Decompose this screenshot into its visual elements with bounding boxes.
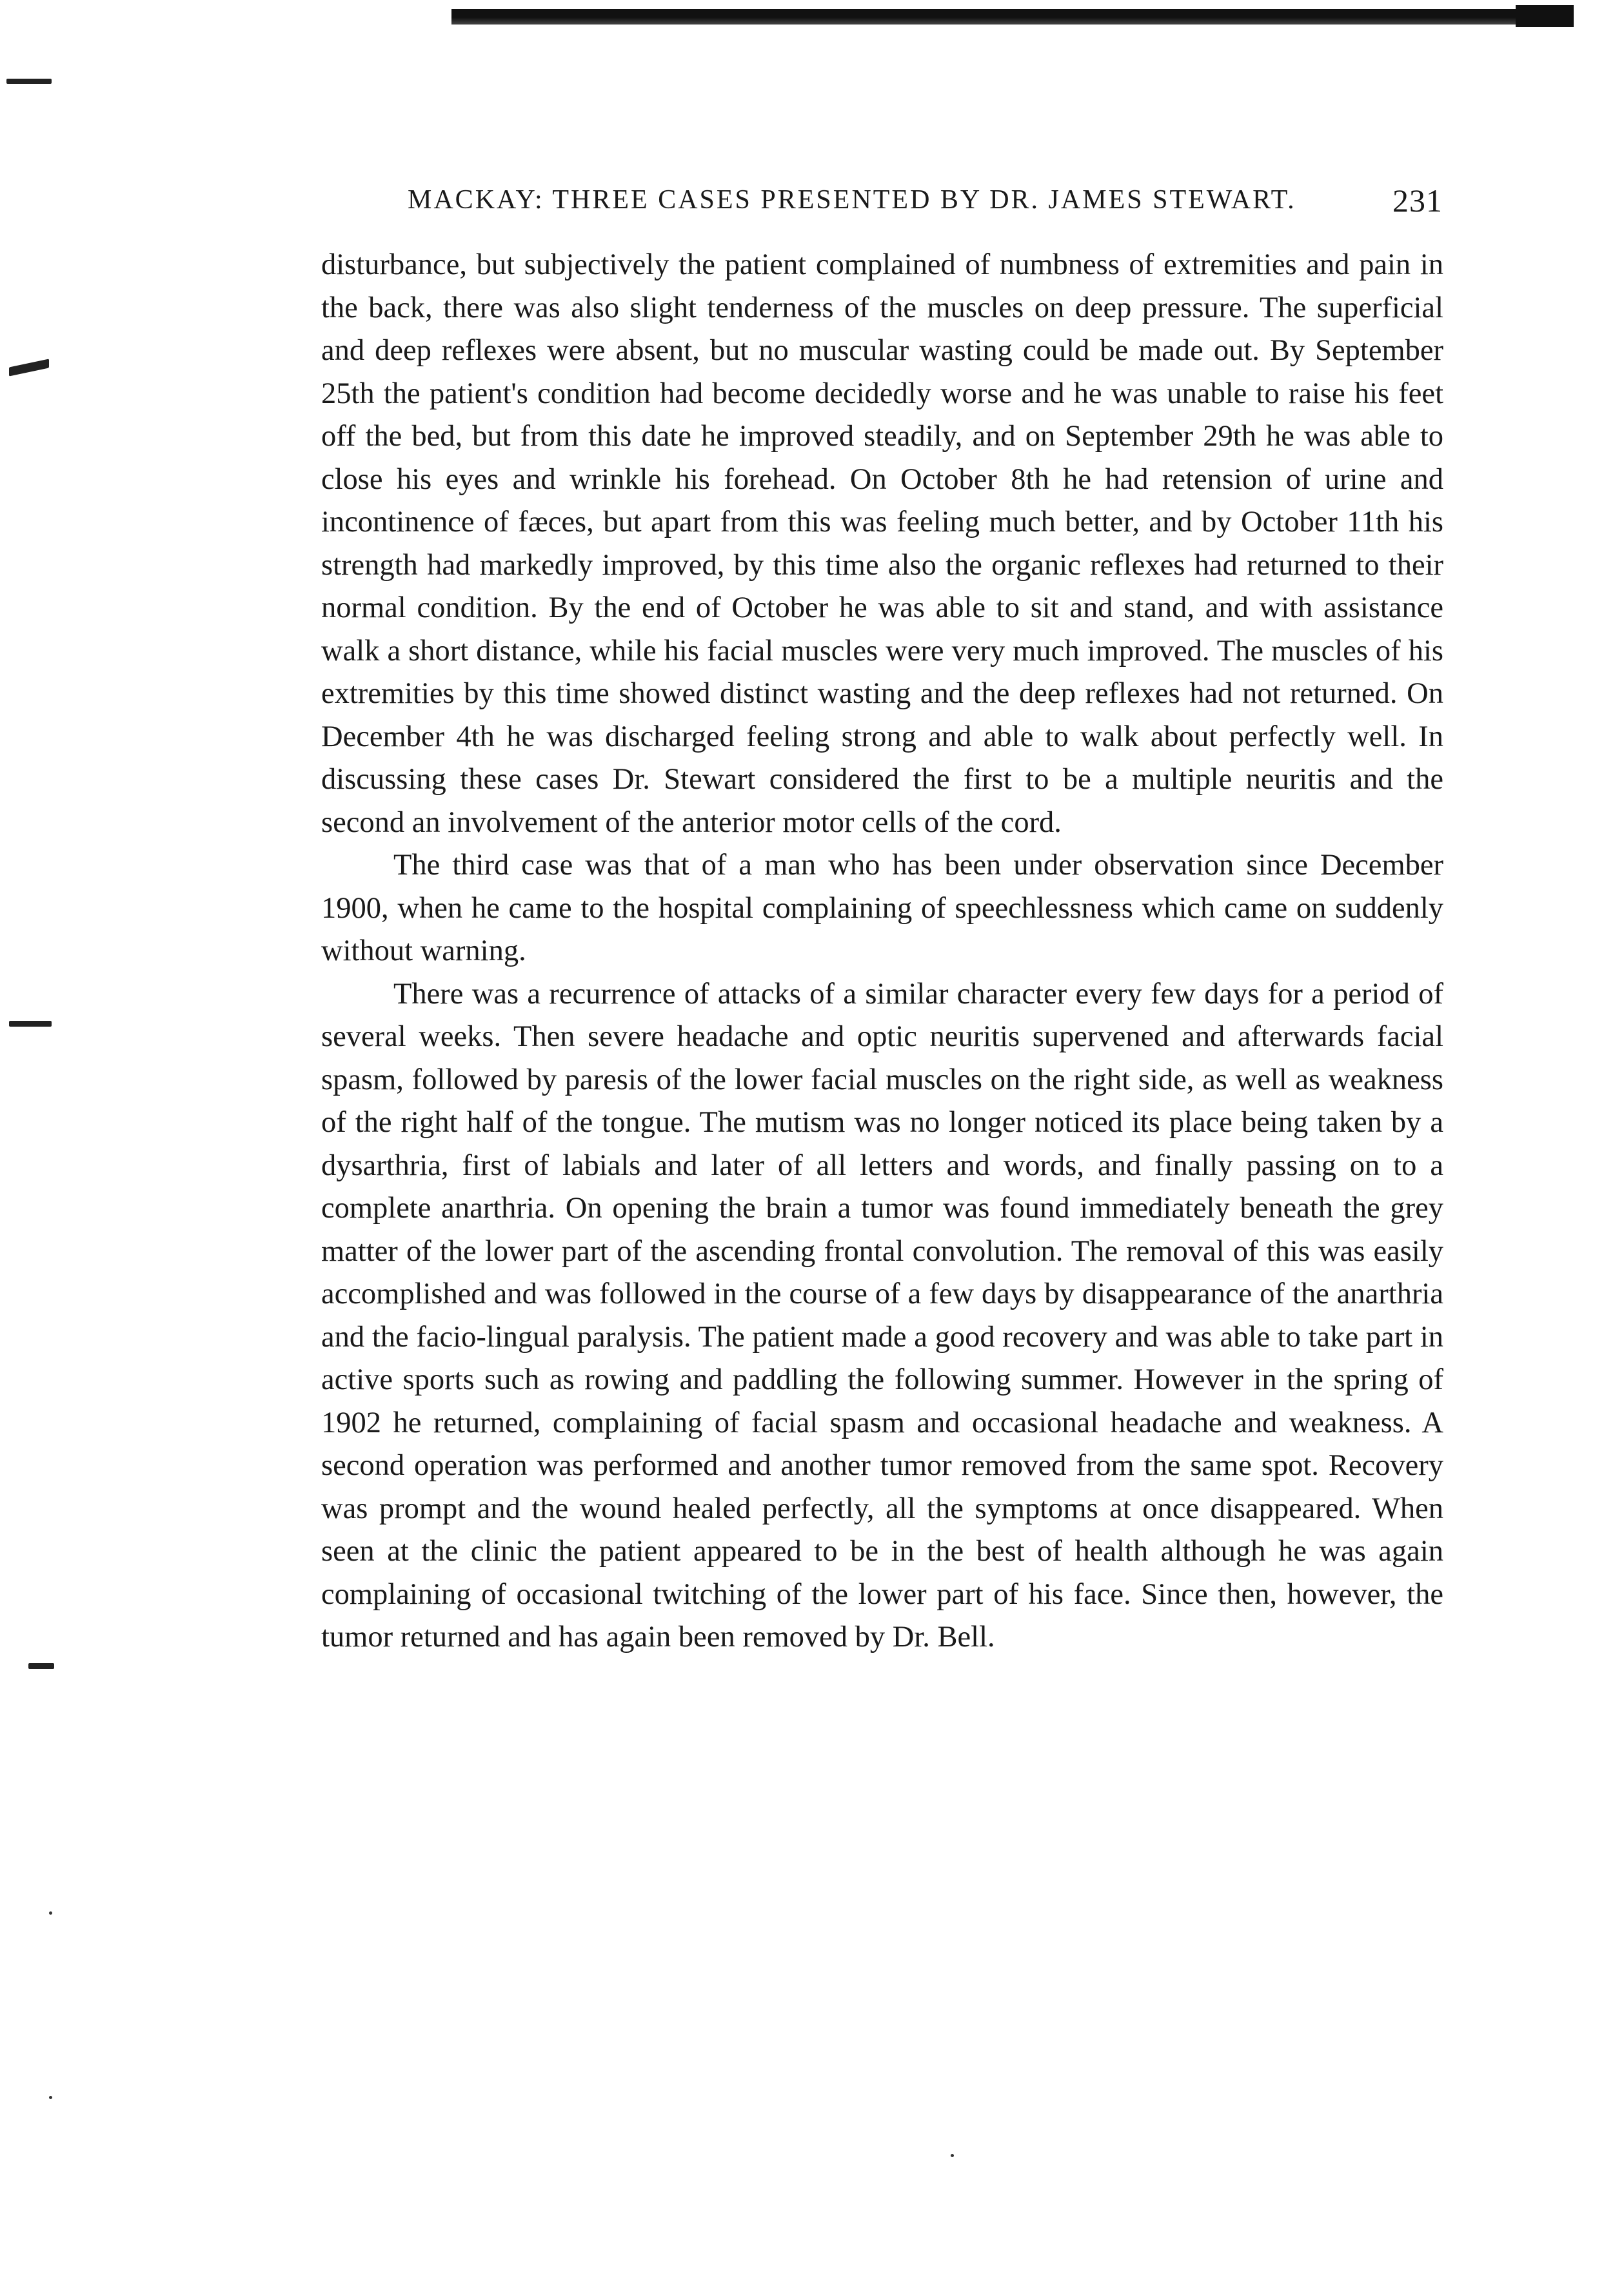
margin-mark (9, 359, 49, 376)
margin-mark (28, 1663, 54, 1669)
margin-mark (9, 1021, 52, 1027)
stray-dot (951, 2154, 954, 2157)
paragraph: There was a recurrence of attacks of a similar character every few days for a period of several weeks. Then severe headache and optic neuritis supervened and afterwards facial spasm, followed by paresis of the lower facial muscles on the right side, as well as weakness of the right half of the tongue. The mutism was no longer noticed its place being taken by a dysarthria, first of labials and later of all letters and words, and finally passing on to a complete anarthria. On opening the brain a tumor was found immediately beneath the grey matter of the lower part of the ascending frontal convolution. The removal of this was easily accomplished and was followed in the course of a few days by disappearance of the anarthria and the facio-lingual paralysis. The patient made a good recovery and was able to take part in active sports such as rowing and paddling the following summer. However in the spring of 1902 he returned, complaining of facial spasm and occasional headache and weakness. A second operation was performed and another tumor removed from the same spot. Recovery was prompt and the wound healed perfectly, all the symptoms at once disappeared. When seen at the clinic the patient appeared to be in the best of health although he was again complaining of occasional twitching of the lower part of his face. Since then, however, the tumor returned and has again been removed by Dr. Bell. (321, 977, 1443, 1653)
stray-dot (49, 2096, 52, 2099)
body-text (321, 244, 1443, 1659)
page-number: 231 (1392, 183, 1443, 219)
stray-dot (49, 1911, 52, 1915)
running-head-title: MACKAY: THREE CASES PRESENTED BY DR. JAMES STEWART. (408, 185, 1296, 215)
margin-mark (6, 79, 52, 84)
top-rule (451, 9, 1574, 25)
running-head (408, 184, 1443, 223)
paragraph: The third case was that of a man who has been under observation since December 1900, when he came to the hospital complaining of speechlessness which came on suddenly without warning. (321, 849, 1443, 967)
paragraph: disturbance, but subjectively the patient complained of numbness of extremities and pain in the back, there was also slight tenderness of the muscles on deep pressure. The superficial and deep reflexes were absent, but no muscular wasting could be made out. By September 25th the patient's condition had become decidedly worse and he was unable to raise his feet off the bed, but from this date he improved steadily, and on September 29th he was able to close his eyes and wrinkle his forehead. On October 8th he had retension of urine and incontinence of fæces, but apart from this was feeling much better, and by October 11th his strength had markedly improved, by this time also the organic reflexes had returned to their normal condition. By the end of October he was able to sit and stand, and with assistance walk a short distance, while his facial muscles were very much improved. The muscles of his extremities by this time showed distinct wasting and the deep reflexes had not returned. On December 4th he was discharged feeling strong and able to walk about perfectly well. In discussing these cases Dr. Stewart considered the first to be a multiple neuritis and the second an involvement of the anterior motor cells of the cord. (321, 248, 1443, 839)
